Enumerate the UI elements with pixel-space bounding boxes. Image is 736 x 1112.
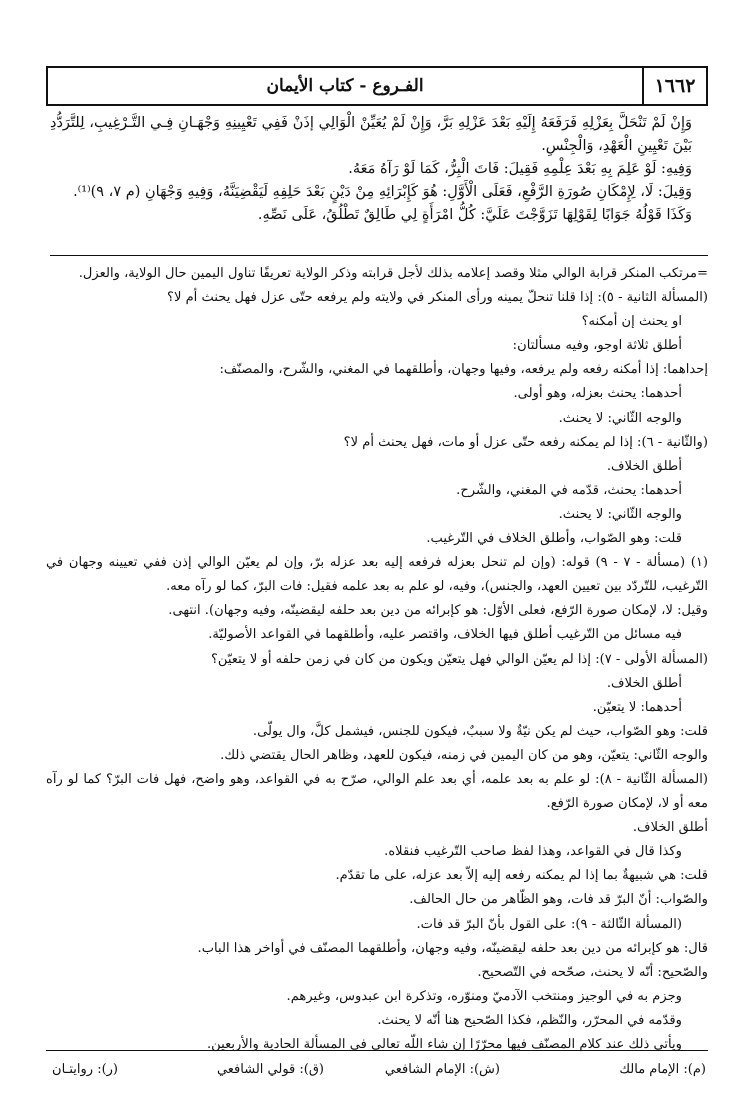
footnote-line: (١) (مسألة - ٧ - ٩) قوله: (وإن لم تنحل بعزله فرفعه إليه بعد عزله برّ، وإن لم يعيّن الوالي إذن ففي تعيينه وجهان في التّرغيب، للتّردّد بين تعيين العهد، والجنس)، وفيه، لو علم به بعد علمه فقيل: فات البرّ، كما لو رآه معه.	[46, 555, 708, 595]
legend-item: (ر): روايتـان	[52, 1062, 118, 1077]
footnote-line: قال: هو كإبرائه من دين بعد حلفه ليقضينّه، وفيه وجهان، وأطلقهما المصنّف في أواخر هذا الباب.	[197, 940, 708, 956]
footnote-line: والوجه الثّاني: لا يحنث.	[558, 410, 682, 426]
footnote-line: والصّحيح: أنّه لا يحنث، صحّحه في التّصحيح.	[477, 964, 708, 980]
page-number: ١٦٦٢	[642, 68, 706, 104]
footnote-line: أطلق ثلاثة اوجو، وفيه مسألتان:	[512, 338, 682, 354]
legend-separator	[46, 1050, 708, 1051]
footnote-line: إحداهما: إذا أمكنه رفعه ولم يرفعه، وفيها وجهان، وأطلقهما في المغني، والشّرح، والمصنّف:	[219, 362, 708, 378]
footnote-line: أطلق الخلاف.	[632, 820, 708, 836]
legend-item: (ش): الإمام الشافعي	[384, 1062, 500, 1077]
footnote-line: أطلق الخلاف.	[606, 675, 682, 691]
footnote-line: =مرتكب المنكر قرابة الوالي مثلا وقصد إعلامه بذلك لأجل قرابته وذكر الولاية تعريفًا تناول اليمين حال الولاية، والعزل.	[78, 266, 708, 281]
footnote-line: والوجه الثّاني: لا يحنث.	[558, 506, 682, 522]
footnote-line: أحدهما: يحنث بعزله، وهو أولى.	[513, 386, 682, 402]
footnote-line: قلت: وهو الصّواب، حيث لم يكن نيّةٌ ولا سببٌ، فيكون للجنس، فيشمل كلَّ، وال يولّى.	[252, 723, 708, 739]
main-paragraph: وَقِيلَ: لَا، لِإِمْكَانِ صُورَةِ الرَّفْعِ، فَعَلَى الْأَوَّلِ: هُوَ كَإِبْرَائِهِ مِنْ دَيْنٍ بَعْدَ حَلِفِهِ لَيَقْضِيَنَّهُ، وَفِيهِ وَجْهَانِ (م ٧، ٩)⁽¹⁾.	[73, 184, 692, 200]
legend-item: (ق): قولي الشافعي	[216, 1062, 324, 1077]
footnote-line: والصّواب: أنّ البرّ قد فات، وهو الظّاهر من حال الحالف.	[409, 892, 708, 908]
footnote-line: وكذا قال في القواعد، وهذا لفظ صاحب التّرغيب فنقلاه.	[384, 844, 682, 860]
footnote-line: وقيل: لا، لإمكان صورة الرّفع، فعلى الأوّل: هو كإبرائه من دين بعد حلفه ليقضينّه، وفيه وجهان). انتهى.	[168, 603, 708, 619]
footnote-line: أحدهما: يحنث، قدّمه في المغني، والشّرح.	[456, 482, 682, 498]
footnote-line: وقدّمه في المحرّر، والنّظم، فكذا الصّحيح هنا أنّه لا يحنث.	[377, 1012, 682, 1028]
footnote-line: ويأتي ذلك عند كلام المصنّف فيها محرّرًا إن شاء اللّه تعالى في المسألة الحادية والأربعين.	[207, 1037, 682, 1052]
abbreviation-legend	[46, 1062, 708, 1082]
page-title: الفـروع - كتاب الأيمان	[266, 76, 424, 96]
footnote-separator	[50, 255, 708, 256]
main-paragraph: وَفِيهِ: لَوْ عَلِمَ بِهِ بَعْدَ عِلْمِهِ فَقِيلَ: فَاتَ الْبِرُّ، كَمَا لَوْ رَآهُ مَعَهُ.	[348, 161, 692, 177]
footnote-line: فيه مسائل من التّرغيب أطلق فيها الخلاف، واقتصر عليه، وأطلقهما في القواعد الأصوليّة.	[208, 627, 682, 643]
footnote-line: وجزم به في الوجيز ومنتخب الآدميّ ومنوّره، وتذكرة ابن عبدوس، وغيرهم.	[286, 988, 682, 1004]
main-text	[50, 112, 706, 227]
main-paragraph: وَإِنْ لَمْ تَنْحَلَّ بِعَزْلِهِ فَرَفَعَهُ إِلَيْهِ بَعْدَ عَزْلِهِ بَرَّ، وَإِنْ لَمْ يُعَيِّنْ الْوَالِي إذَنْ فَفِي تَعْيِينِهِ وَجْهَـانِ فِـي التَّـرْغِيبِ، لِلتَّرَدُّدِ بَيْنَ تَعْيِينِ الْعَهْدِ، وَالْجِنْسِ.	[50, 115, 692, 154]
footnote-line: أطلق الخلاف.	[606, 458, 682, 474]
footnote-line: (المسألة الثّانية - ٨): لو علم به بعد علمه، أي بعد علم الوالي، صرّح به في القواعد، وهو واضح، فهل فات البرّ؟ كما لو رآه معه أو لا، لإمكان صورة الرّفع.	[46, 771, 708, 812]
footnotes	[46, 262, 708, 1057]
footnote-line: (المسألة الأولى - ٧): إذا لم يعيّن الوالي فهل يتعيّن ويكون من كان في زمن حلفه أو لا يتعيّن؟	[210, 651, 708, 667]
footnote-line: او يحنث إن أمكنه؟	[581, 314, 682, 330]
legend-item: (م): الإمام مالك	[619, 1062, 706, 1077]
footnote-line: قلت: هي شبيهةٌ بما إذا لم يمكنه رفعه إليه إلاّ بعد عزله، على ما تقدّم.	[335, 868, 708, 884]
page-header	[46, 66, 708, 106]
footnote-line: (المسألة الثّالثة - ٩): على القول بأنّ البرّ قد فات.	[416, 916, 682, 932]
footnote-line: أحدهما: لا يتعيّن.	[592, 699, 682, 715]
footnote-line: والوجه الثّاني: يتعيّن، وهو من كان اليمين في زمنه، فيكون للعهد، وظاهر الحال يقتضي ذلك.	[220, 747, 708, 763]
footnote-line: (والثّانية - ٦): إذا لم يمكنه رفعه حتّى عزل أو مات، فهل يحنث أم لا؟	[343, 434, 708, 450]
footnote-line: قلت: وهو الصّواب، وأطلق الخلاف في التّرغيب.	[426, 531, 682, 547]
footnote-line: (المسألة الثانية - ٥): إذا قلنا تنحلّ يمينه ورأى المنكر في ولايته ولم يرفعه حتّى عزل فهل يحنث أم لا؟	[167, 290, 708, 306]
main-paragraph: وَكَذَا قَوْلُهُ جَوَابًا لِقَوْلِهَا تَزَوَّجْتَ عَلَيَّ: كُلُّ امْرَأَةٍ لِي طَالِقٌ تَطْلُقُ، عَلَى نَصِّهِ.	[257, 207, 692, 223]
